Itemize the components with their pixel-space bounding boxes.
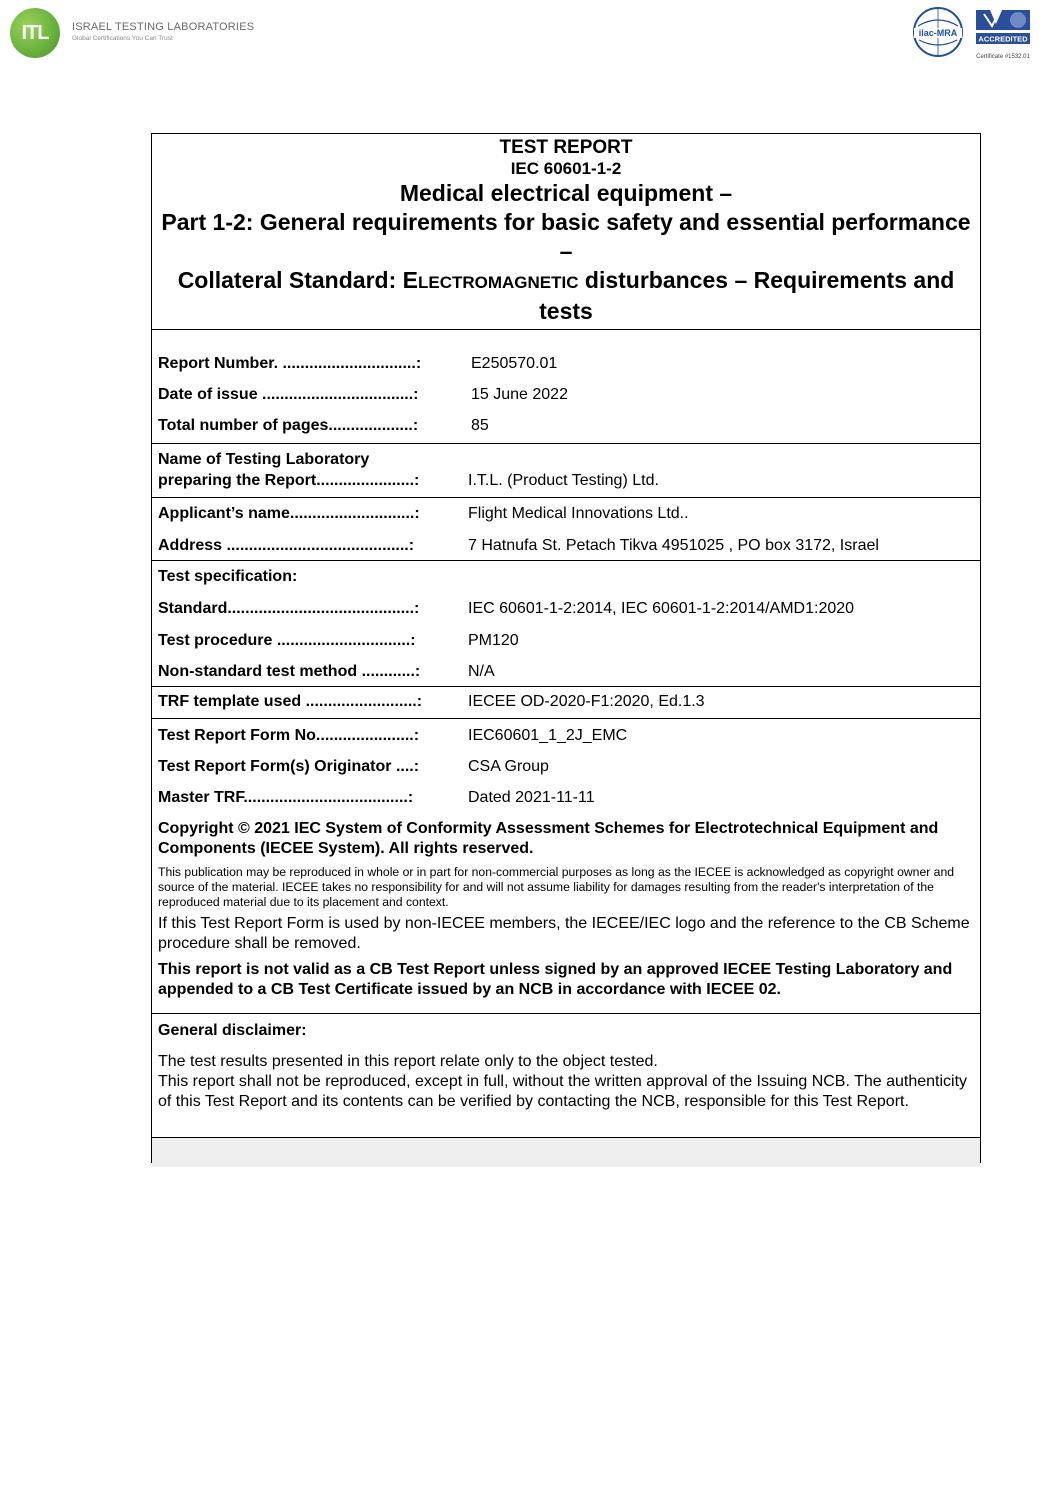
field-address [152,529,980,560]
disclaimer-line-2: This report shall not be reproduced, except in full, without the written approval of the Issuing NCB. The authenticity of this Test Report and its contents can be verified by contacting the NCB, responsible for this Test Report. [158,1073,968,1110]
field-value: Dated 2021-11-11 [468,789,595,806]
field-label: TRF template used [158,693,302,710]
applicant-section [152,498,980,561]
field-label: Applicant’s name [158,505,290,522]
field-label: Test Report Form No. [158,727,321,744]
report-standard: IEC 60601-1-2 [510,159,622,178]
field-leader: .........................................: [222,537,415,554]
accreditation-cert-text: Certificate #1532.01 [976,54,1030,60]
field-leader: ............: [357,663,421,680]
itl-logo [10,8,255,58]
blank-footer-row [152,1138,980,1167]
ilac-logo-text: ilac-MRA [918,28,958,38]
field-leader: ..............................: [278,355,422,372]
report-subtitle-2: Part 1-2: General requirements for basic safety and essential performance – [161,209,971,264]
field-leader: ....: [391,758,420,775]
field-value: IEC 60601-1-2:2014, IEC 60601-1-2:2014/AMD1:2020 [468,600,855,617]
field-non-standard-method [152,654,980,685]
field-label: Test Report Form(s) Originator [158,758,392,775]
trf-template-section [152,687,980,719]
field-value: Flight Medical Innovations Ltd.. [468,505,689,522]
subtitle-suffix: disturbances – Requirements and tests [539,267,955,324]
field-leader: ..................................: [257,386,419,403]
field-label: Date of issue [158,386,258,403]
report-title-block [152,134,980,330]
field-value: CSA Group [468,758,549,775]
field-leader: .....................: [320,727,420,744]
field-value: E250570.01 [471,355,558,372]
report-subtitle-3 [158,266,974,326]
field-leader: ......................: [316,472,420,489]
field-value: 15 June 2022 [471,386,568,403]
field-value: 85 [471,417,489,434]
itl-logo-tagline: Global Certifications You Can Trust [72,35,173,42]
test-specification-section [152,561,980,687]
field-label: Address [158,537,223,554]
field-value: PM120 [468,632,519,649]
report-info-section [152,330,980,444]
field-leader: ............................: [289,505,420,522]
itl-logo-mark: ITL [10,8,60,58]
field-label: preparing the Report [158,472,317,489]
field-applicant [152,498,980,529]
report-title: TEST REPORT [499,137,633,158]
copyright-heading: Copyright © 2021 IEC System of Conformity Assessment Schemes for Electrotechnical Equipment and Components (IECEE System). All rights reserved. [158,820,939,857]
field-value: IEC60601_1_2J_EMC [468,727,628,744]
field-value: 7 Hatnufa St. Petach Tikva 4951025 , PO box 3172, Israel [468,537,879,554]
itl-logo-name: ISRAEL TESTING LABORATORIES [72,21,255,33]
non-member-notice: If this Test Report Form is used by non-IECEE members, the IECEE/IEC logo and the reference to the CB Scheme procedure shall be removed. [158,915,970,952]
subtitle-small-caps: LECTROMAGNETIC [417,273,579,292]
lab-section [152,444,980,498]
field-date-of-issue [152,378,980,409]
subtitle-prefix: Collateral Standard: E [177,267,418,293]
field-trf-originator [152,750,980,781]
field-leader: ..........................................: [227,600,420,617]
field-value: I.T.L. (Product Testing) Ltd. [468,472,659,489]
field-trf-form-no [152,719,980,750]
disclaimer-section [152,1014,980,1138]
field-value: IECEE OD-2020-F1:2020, Ed.1.3 [468,693,705,710]
ilac-mra-logo [912,6,964,58]
test-spec-heading [152,561,980,592]
report-subtitle-1: Medical electrical equipment – [399,180,733,206]
field-label: Non-standard test method [158,663,358,680]
field-label: Master TRF [158,789,244,806]
field-label: Name of Testing Laboratory [158,451,370,468]
field-leader: .........................: [301,693,423,710]
trf-form-section [152,719,980,1014]
test-report-cover [151,133,981,1163]
field-leader: ..............................: [272,632,416,649]
field-trf-template [152,687,980,718]
field-report-number [152,347,980,378]
field-total-pages [152,409,980,440]
field-value: N/A [468,663,495,680]
field-leader: .....................................: [243,789,414,806]
field-standard [152,592,980,623]
disclaimer-line-1: The test results presented in this report relate only to the object tested. [158,1053,658,1070]
field-test-procedure [152,623,980,654]
accreditation-badge-text: ACCREDITED [978,34,1028,44]
field-label: Test procedure [158,632,273,649]
disclaimer-heading: General disclaimer: [158,1022,307,1039]
field-leader: ...................: [328,417,419,434]
copyright-notice: This publication may be reproduced in whole or in part for non-commercial purposes as long as the IECEE is acknowledged as copyright owner and source of the material. IECEE takes no responsibility for and will not assume liability for damages resulting from the reader's interpretation of the reproduced material due to its placement and context. [158,865,954,909]
validity-notice: This report is not valid as a CB Test Report unless signed by an approved IECEE Testing Laboratory and appended to a CB Test Certificate issued by an NCB in accordance with IECEE 02. [158,961,953,998]
accreditation-logo [972,6,1034,64]
section-heading: Test specification: [158,568,298,585]
field-master-trf [152,781,980,812]
field-label: Total number of pages [158,417,329,434]
field-label: Standard [158,600,228,617]
field-label: Report Number. [158,355,279,372]
